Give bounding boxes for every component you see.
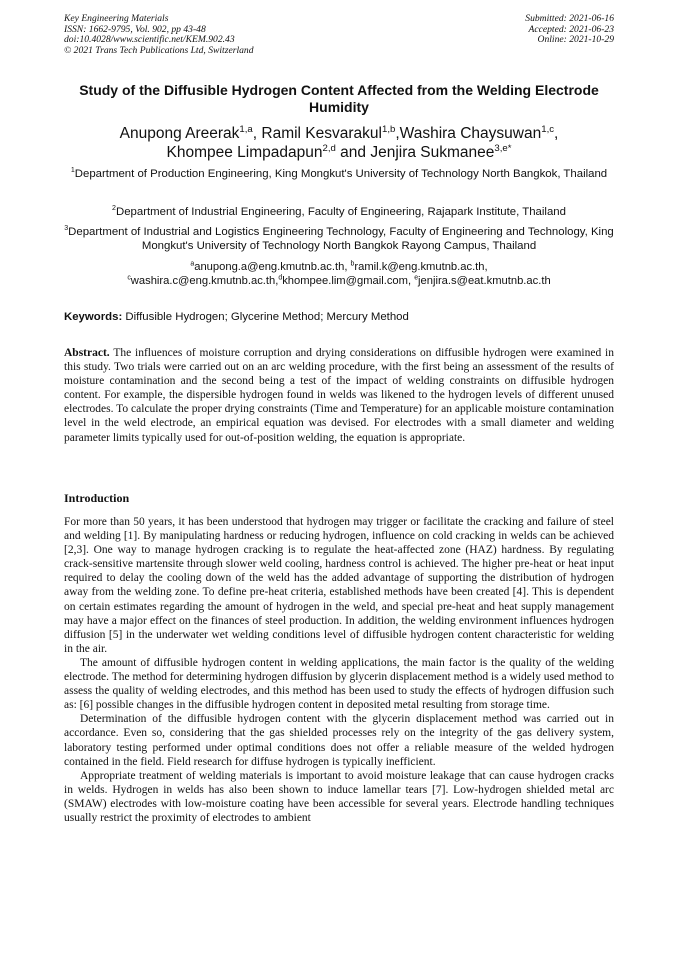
- abstract-text: The influences of moisture corruption and drying considerations on diffusible hydrogen were examined in this study. Two trials were carried out on an arc welding procedure, with the first being an assessment of the results of moisture contamination and the second being a test of the impact of welding constraints on diffusible hydrogen content. For example, the dispersible hydrogen found in welds was likened to the hydrogen levels of different unused electrodes. To calculate the proper drying constraints (Time and Temperature) for an applicable moisture contamination level in the weld electrode, an empirical equation was devised. For electrodes with a small diameter and welding parameter limits typically used for out-of-position welding, the equation is appropriate.: [64, 347, 614, 444]
- author-list: Anupong Areerak$^{1,a}$, Ramil Kesvarakul$^{1,b}$,Washira Chaysuwan$^{1,c}$, Khompee Limpadapun$^{2,d}$ and Jenjira Sukmanee$^{3,e*}$: [119, 123, 559, 161]
- email-link[interactable]: khompee.lim@gmail.com: [282, 275, 408, 287]
- abstract-label: Abstract.: [64, 347, 110, 359]
- submitted-date: Submitted: 2021-06-16: [525, 13, 614, 24]
- submission-dates: [525, 14, 614, 46]
- author-name: Jenjira Sukmanee: [370, 144, 495, 161]
- author-emails: $^a$anupong.a@eng.kmutnb.ac.th, $^b$ramil.k@eng.kmutnb.ac.th, $^c$washira.c@eng.kmutnb.ac.th,$^d$khompee.lim@gmail.com, $^e$jenjira.s@eat.kmutnb.ac.th: [127, 260, 551, 287]
- author-sup: 1,a: [239, 123, 253, 135]
- author-name: Ramil Kesvarakul: [261, 125, 382, 142]
- author-name: Anupong Areerak: [119, 125, 240, 142]
- affiliation: $^1$Department of Production Engineering, King Mongkut's University of Technology North Bangkok, Thailand: [70, 167, 608, 180]
- keywords-text: Diffusible Hydrogen; Glycerine Method; Mercury Method: [125, 311, 409, 323]
- paper-title: Study of the Diffusible Hydrogen Content Affected from the Welding Electrode Humidity: [79, 82, 599, 115]
- paragraph: For more than 50 years, it has been understood that hydrogen may trigger or facilitate the cracking and failure of steel and welding [1]. By manipulating hardness or reducing hydrogen, influence on cold cracking in welds can be achieved [2,3]. One way to manage hydrogen cracking is to regulate the heat-affected zone (HAZ) hardness. By regulating crack-sensitive martensite through slower weld cooling, hardness control is achieved. The higher pre-heat or heat input required to delay the cooling down of the weld has the added advantage of supporting the distribution of hydrogen away from the welding zone. To define pre-heat criteria, established methods have been created [4]. This is dependent on certain estimates regarding the amount of hydrogen in the weld, and special pre-heat and heat supply management may have a major effect on the finances of steel production. In addition, the welding environment influences hydrogen diffusion [5] in the underwater wet welding conditions level of diffusible hydrogen content characteristic for welding in the air.: [64, 516, 614, 655]
- section-heading-introduction: Introduction: [64, 491, 130, 505]
- email-link[interactable]: ramil.k@eng.kmutnb.ac.th,: [354, 261, 488, 273]
- email-link[interactable]: washira.c@eng.kmutnb.ac.th,: [130, 275, 279, 287]
- author-sup: 1,b: [382, 123, 396, 135]
- paragraph: The amount of diffusible hydrogen content in welding applications, the main factor is the quality of the welding electrode. The method for determining hydrogen diffusion by glycerin displacement method is a widely used method to assess the quality of welding electrodes, and this method has been used to study the effects of hydrogen diffusion such as: [6] possible changes in the diffusible hydrogen content in deposited metal resulting from storage time.: [64, 656, 614, 712]
- author-name: Washira Chaysuwan: [399, 125, 542, 142]
- keywords-label: Keywords:: [64, 311, 123, 323]
- journal-info: [64, 14, 254, 56]
- email-link[interactable]: jenjira.s@eat.kmutnb.ac.th: [418, 275, 551, 287]
- author-sup: 1,c: [541, 123, 555, 135]
- introduction-body: [64, 515, 614, 825]
- abstract: [64, 346, 614, 445]
- keywords: [64, 310, 614, 324]
- journal-issn: ISSN: 1662-9795, Vol. 902, pp 43-48: [64, 23, 206, 35]
- copyright: © 2021 Trans Tech Publications Ltd, Switzerland: [64, 44, 254, 56]
- online-date: Online: 2021-10-29: [537, 34, 614, 46]
- accepted-date: Accepted: 2021-06-23: [528, 23, 614, 35]
- paragraph: Appropriate treatment of welding materials is important to avoid moisture leakage that can cause hydrogen cracks in welds. Hydrogen in welds has also been shown to induce lamellar tears [7]. Low-hydrogen shielded metal arc (SMAW) electrodes with low-moisture coating have been accessible for several years. Electrode handling techniques usually restrict the proximity of electrodes to ambient: [64, 769, 614, 824]
- journal-name: Key Engineering Materials: [64, 13, 169, 24]
- affiliation: $^2$Department of Industrial Engineering, Faculty of Engineering, Rajapark Institute, Thailand: [112, 205, 566, 218]
- email-link[interactable]: anupong.a@eng.kmutnb.ac.th: [194, 261, 345, 273]
- author-sup: 3,e*: [494, 142, 512, 154]
- doi: doi:10.4028/www.scientific.net/KEM.902.43: [64, 34, 235, 46]
- paragraph: Determination of the diffusible hydrogen content with the glycerin displacement method was carried out in accordance. Even so, considering that the gas shielded processes rely on the integrity of the gas delivery system, laboratory testing performed under optimal conditions does not offer a reliable measure of the welded hydrogen contained in the field. Field research for diffuse hydrogen is typically inefficient.: [64, 713, 614, 768]
- affiliation: $^3$Department of Industrial and Logistics Engineering Technology, Faculty of Engineering and Technology, King Mongkut's University of Technology North Bangkok Rayong Campus, Thailand: [64, 225, 614, 253]
- author-sup: 2,d: [322, 142, 336, 154]
- author-name: Khompee Limpadapun: [166, 144, 323, 161]
